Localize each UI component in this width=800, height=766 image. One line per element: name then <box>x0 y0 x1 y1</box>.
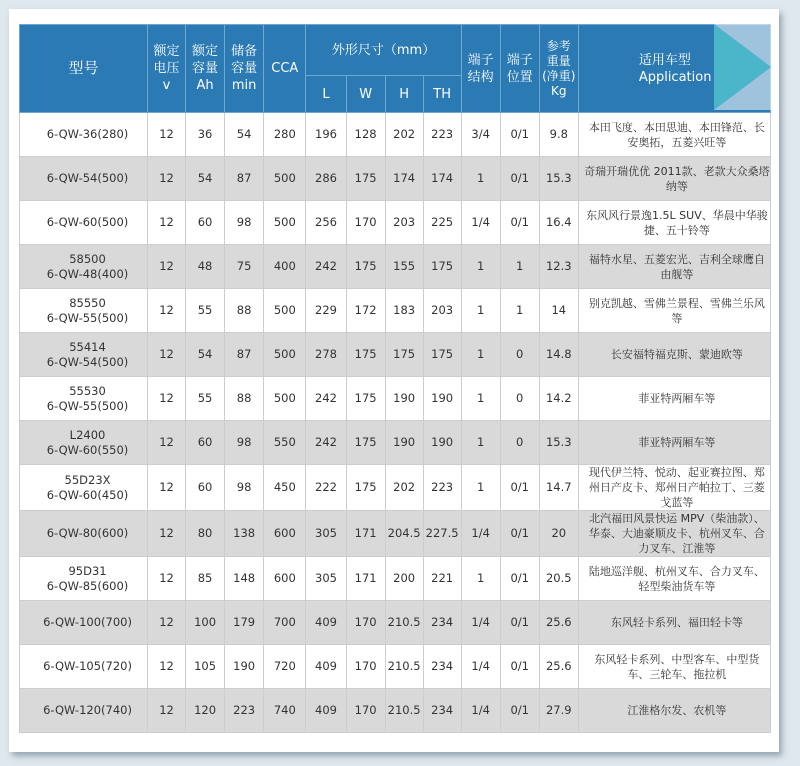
cell-pos: 0/1 <box>500 557 539 601</box>
cell-th: 203 <box>423 289 461 333</box>
cell-h: 204.5 <box>385 511 423 557</box>
cell-min: 88 <box>225 289 264 333</box>
cell-v: 12 <box>148 289 186 333</box>
cell-kg: 25.6 <box>539 601 578 645</box>
table-row <box>20 113 771 157</box>
cell-cca: 500 <box>264 289 306 333</box>
cell-model: L2400 6-QW-60(550) <box>20 421 148 465</box>
cell-l: 409 <box>306 601 346 645</box>
cell-min: 87 <box>225 333 264 377</box>
cell-w: 171 <box>346 557 385 601</box>
table-header <box>20 25 771 113</box>
cell-h: 183 <box>385 289 423 333</box>
cell-model: 95D31 6-QW-85(600) <box>20 557 148 601</box>
header-dim-w: W <box>346 76 385 113</box>
cell-model: 6-QW-54(500) <box>20 157 148 201</box>
cell-l: 256 <box>306 201 346 245</box>
cell-ah: 55 <box>186 289 225 333</box>
cell-v: 12 <box>148 157 186 201</box>
table-row <box>20 557 771 601</box>
header-weight: 参考 重量 (净重) Kg <box>539 25 578 113</box>
cell-l: 409 <box>306 689 346 733</box>
cell-h: 210.5 <box>385 601 423 645</box>
cell-ah: 60 <box>186 465 225 511</box>
cell-cca: 550 <box>264 421 306 465</box>
cell-struct: 1 <box>461 157 500 201</box>
cell-pos: 0 <box>500 421 539 465</box>
cell-ah: 80 <box>186 511 225 557</box>
cell-th: 234 <box>423 645 461 689</box>
header-dim-l: L <box>306 76 346 113</box>
cell-pos: 0/1 <box>500 465 539 511</box>
cell-cca: 740 <box>264 689 306 733</box>
cell-l: 409 <box>306 645 346 689</box>
cell-application: 江淮格尔发、农机等 <box>578 689 770 733</box>
cell-kg: 20 <box>539 511 578 557</box>
cell-h: 210.5 <box>385 645 423 689</box>
cell-kg: 14.8 <box>539 333 578 377</box>
cell-v: 12 <box>148 333 186 377</box>
cell-struct: 1/4 <box>461 645 500 689</box>
cell-kg: 25.6 <box>539 645 578 689</box>
cell-h: 210.5 <box>385 689 423 733</box>
cell-v: 12 <box>148 601 186 645</box>
cell-th: 223 <box>423 113 461 157</box>
cell-application: 别克凯越、雪佛兰景程、雪佛兰乐风等 <box>578 289 770 333</box>
cell-cca: 600 <box>264 557 306 601</box>
cell-th: 227.5 <box>423 511 461 557</box>
header-cca: CCA <box>264 25 306 113</box>
cell-struct: 1 <box>461 333 500 377</box>
cell-application: 长安福特福克斯、蒙迪欧等 <box>578 333 770 377</box>
cell-kg: 20.5 <box>539 557 578 601</box>
table-row <box>20 333 771 377</box>
cell-pos: 0 <box>500 377 539 421</box>
cell-pos: 0/1 <box>500 201 539 245</box>
cell-th: 223 <box>423 465 461 511</box>
cell-cca: 280 <box>264 113 306 157</box>
cell-kg: 27.9 <box>539 689 578 733</box>
header-terminal-position: 端子 位置 <box>500 25 539 113</box>
table-row <box>20 421 771 465</box>
header-capacity: 额定 容量 Ah <box>186 25 225 113</box>
table-row <box>20 289 771 333</box>
cell-struct: 1 <box>461 557 500 601</box>
cell-th: 175 <box>423 333 461 377</box>
cell-pos: 1 <box>500 245 539 289</box>
cell-min: 98 <box>225 201 264 245</box>
cell-application: 现代伊兰特、悦动、起亚赛拉图、郑州日产皮卡、郑州日产帕拉丁、三菱戈蓝等 <box>578 465 770 511</box>
cell-struct: 1 <box>461 245 500 289</box>
cell-th: 190 <box>423 421 461 465</box>
header-model: 型号 <box>20 25 148 113</box>
cell-v: 12 <box>148 113 186 157</box>
header-dim-th: TH <box>423 76 461 113</box>
cell-th: 234 <box>423 601 461 645</box>
cell-model: 55D23X 6-QW-60(450) <box>20 465 148 511</box>
cell-w: 175 <box>346 421 385 465</box>
cell-pos: 0/1 <box>500 511 539 557</box>
cell-v: 12 <box>148 421 186 465</box>
table-body <box>20 113 771 733</box>
table-row <box>20 377 771 421</box>
table-row <box>20 157 771 201</box>
cell-model: 6-QW-105(720) <box>20 645 148 689</box>
cell-application: 北汽福田风景快运 MPV（柴油款）、华泰、大迪豪顺皮卡、杭州叉车、合力叉车、江淮等 <box>578 511 770 557</box>
cell-kg: 14 <box>539 289 578 333</box>
cell-min: 179 <box>225 601 264 645</box>
table-row <box>20 689 771 733</box>
cell-model: 6-QW-60(500) <box>20 201 148 245</box>
cell-pos: 1 <box>500 289 539 333</box>
cell-h: 190 <box>385 377 423 421</box>
cell-model: 6-QW-120(740) <box>20 689 148 733</box>
cell-h: 200 <box>385 557 423 601</box>
cell-pos: 0/1 <box>500 157 539 201</box>
cell-v: 12 <box>148 511 186 557</box>
cell-l: 196 <box>306 113 346 157</box>
cell-cca: 700 <box>264 601 306 645</box>
cell-struct: 1 <box>461 289 500 333</box>
cell-cca: 600 <box>264 511 306 557</box>
cell-ah: 100 <box>186 601 225 645</box>
header-dim-h: H <box>385 76 423 113</box>
cell-min: 190 <box>225 645 264 689</box>
cell-h: 155 <box>385 245 423 289</box>
table-row <box>20 201 771 245</box>
cell-pos: 0/1 <box>500 113 539 157</box>
table-row <box>20 245 771 289</box>
cell-kg: 12.3 <box>539 245 578 289</box>
cell-struct: 1/4 <box>461 601 500 645</box>
cell-w: 171 <box>346 511 385 557</box>
cell-model: 85550 6-QW-55(500) <box>20 289 148 333</box>
cell-min: 98 <box>225 421 264 465</box>
cell-cca: 720 <box>264 645 306 689</box>
battery-spec-table <box>19 24 771 733</box>
cell-kg: 9.8 <box>539 113 578 157</box>
cell-w: 170 <box>346 201 385 245</box>
cell-ah: 36 <box>186 113 225 157</box>
cell-v: 12 <box>148 465 186 511</box>
cell-h: 174 <box>385 157 423 201</box>
cell-ah: 54 <box>186 157 225 201</box>
cell-struct: 1/4 <box>461 201 500 245</box>
cell-model: 6-QW-36(280) <box>20 113 148 157</box>
cell-ah: 48 <box>186 245 225 289</box>
cell-model: 55530 6-QW-55(500) <box>20 377 148 421</box>
table-row <box>20 601 771 645</box>
cell-th: 225 <box>423 201 461 245</box>
cell-cca: 400 <box>264 245 306 289</box>
cell-ah: 105 <box>186 645 225 689</box>
cell-kg: 14.2 <box>539 377 578 421</box>
cell-min: 138 <box>225 511 264 557</box>
cell-kg: 16.4 <box>539 201 578 245</box>
cell-application: 陆地巡洋舰、杭州叉车、合力叉车、轻型柴油货车等 <box>578 557 770 601</box>
cell-application: 菲亚特两厢车等 <box>578 377 770 421</box>
cell-h: 202 <box>385 465 423 511</box>
cell-h: 190 <box>385 421 423 465</box>
cell-l: 242 <box>306 421 346 465</box>
cell-application: 菲亚特两厢车等 <box>578 421 770 465</box>
cell-v: 12 <box>148 245 186 289</box>
cell-th: 221 <box>423 557 461 601</box>
cell-w: 175 <box>346 465 385 511</box>
cell-h: 202 <box>385 113 423 157</box>
header-reserve: 储备 容量 min <box>225 25 264 113</box>
header-voltage: 额定 电压 v <box>148 25 186 113</box>
cell-min: 223 <box>225 689 264 733</box>
header-triangle-decoration <box>714 24 771 110</box>
cell-w: 170 <box>346 689 385 733</box>
cell-w: 175 <box>346 245 385 289</box>
header-application: 适用车型 Application <box>578 25 770 113</box>
cell-th: 174 <box>423 157 461 201</box>
cell-ah: 120 <box>186 689 225 733</box>
cell-l: 278 <box>306 333 346 377</box>
cell-w: 175 <box>346 333 385 377</box>
cell-l: 305 <box>306 511 346 557</box>
cell-pos: 0/1 <box>500 645 539 689</box>
cell-application: 奇瑞开瑞优优 2011款、老款大众桑塔纳等 <box>578 157 770 201</box>
cell-l: 229 <box>306 289 346 333</box>
cell-application: 福特水星、五菱宏光、吉利全球鹰自由舰等 <box>578 245 770 289</box>
cell-min: 98 <box>225 465 264 511</box>
cell-l: 222 <box>306 465 346 511</box>
cell-min: 148 <box>225 557 264 601</box>
table-row <box>20 465 771 511</box>
cell-th: 175 <box>423 245 461 289</box>
cell-cca: 500 <box>264 333 306 377</box>
cell-cca: 500 <box>264 201 306 245</box>
cell-ah: 85 <box>186 557 225 601</box>
cell-pos: 0/1 <box>500 601 539 645</box>
cell-cca: 500 <box>264 157 306 201</box>
cell-model: 6-QW-80(600) <box>20 511 148 557</box>
cell-min: 75 <box>225 245 264 289</box>
table-row <box>20 645 771 689</box>
cell-l: 242 <box>306 377 346 421</box>
cell-model: 58500 6-QW-48(400) <box>20 245 148 289</box>
cell-ah: 55 <box>186 377 225 421</box>
cell-struct: 3/4 <box>461 113 500 157</box>
cell-pos: 0/1 <box>500 689 539 733</box>
cell-l: 286 <box>306 157 346 201</box>
cell-application: 东风风行景逸1.5L SUV、华晨中华骏捷、五十铃等 <box>578 201 770 245</box>
cell-w: 128 <box>346 113 385 157</box>
cell-struct: 1/4 <box>461 689 500 733</box>
cell-l: 305 <box>306 557 346 601</box>
cell-min: 88 <box>225 377 264 421</box>
cell-w: 175 <box>346 377 385 421</box>
cell-cca: 450 <box>264 465 306 511</box>
cell-v: 12 <box>148 557 186 601</box>
cell-kg: 15.3 <box>539 157 578 201</box>
cell-w: 172 <box>346 289 385 333</box>
cell-ah: 60 <box>186 201 225 245</box>
header-dimensions: 外形尺寸（mm） <box>306 25 461 76</box>
cell-w: 170 <box>346 645 385 689</box>
cell-cca: 500 <box>264 377 306 421</box>
cell-application: 东风轻卡系列、福田轻卡等 <box>578 601 770 645</box>
cell-l: 242 <box>306 245 346 289</box>
table-row <box>20 511 771 557</box>
cell-kg: 14.7 <box>539 465 578 511</box>
cell-model: 6-QW-100(700) <box>20 601 148 645</box>
cell-struct: 1 <box>461 465 500 511</box>
cell-v: 12 <box>148 645 186 689</box>
cell-th: 190 <box>423 377 461 421</box>
cell-application: 本田飞度、本田思迪、本田锋范、长安奥拓，五菱兴旺等 <box>578 113 770 157</box>
cell-w: 175 <box>346 157 385 201</box>
header-terminal-structure: 端子 结构 <box>461 25 500 113</box>
cell-th: 234 <box>423 689 461 733</box>
cell-v: 12 <box>148 689 186 733</box>
cell-application: 东风轻卡系列、中型客车、中型货车、三轮车、拖拉机 <box>578 645 770 689</box>
cell-model: 55414 6-QW-54(500) <box>20 333 148 377</box>
cell-min: 87 <box>225 157 264 201</box>
cell-w: 170 <box>346 601 385 645</box>
cell-struct: 1 <box>461 377 500 421</box>
cell-min: 54 <box>225 113 264 157</box>
cell-struct: 1 <box>461 421 500 465</box>
cell-h: 203 <box>385 201 423 245</box>
cell-kg: 15.3 <box>539 421 578 465</box>
cell-h: 175 <box>385 333 423 377</box>
cell-ah: 60 <box>186 421 225 465</box>
cell-pos: 0 <box>500 333 539 377</box>
cell-ah: 54 <box>186 333 225 377</box>
cell-v: 12 <box>148 377 186 421</box>
cell-v: 12 <box>148 201 186 245</box>
cell-struct: 1/4 <box>461 511 500 557</box>
